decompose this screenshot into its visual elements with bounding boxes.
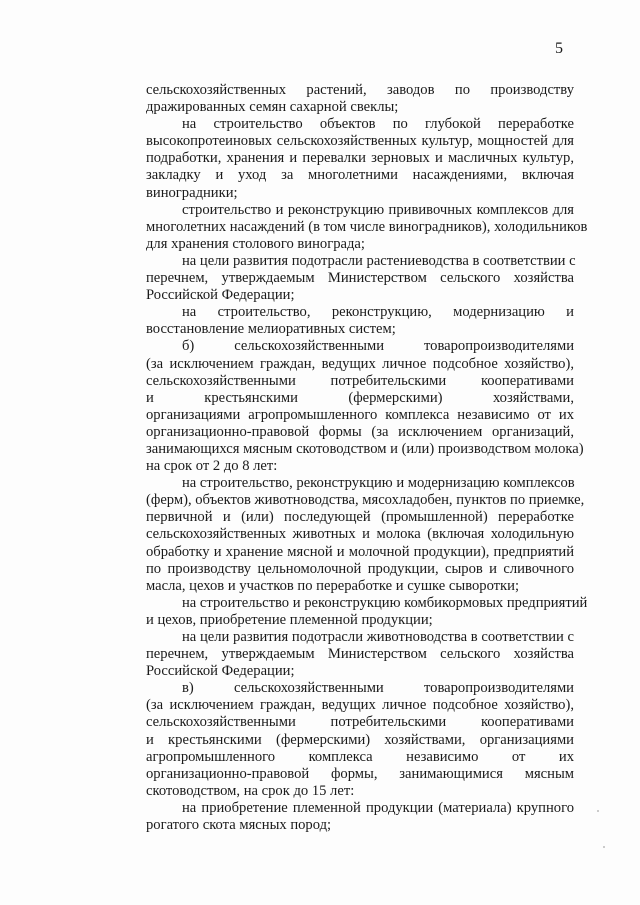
text-line: Российской Федерации; [146, 663, 295, 680]
paragraph [110, 116, 574, 201]
text-line: (ферм), объектов животноводства, мясохладобен, пунктов по приемке, [146, 492, 585, 509]
paragraph [110, 338, 584, 475]
text-line: подработки, хранения и перевалки зерновых и масличных культур, [146, 150, 574, 167]
text-line: (за исключением граждан, ведущих личное подсобное хозяйство), [146, 697, 574, 714]
text-line: и цехов, приобретение племенной продукции; [146, 611, 433, 628]
text-line: на цели развития подотрасли растениеводства в соответствии с [182, 252, 576, 269]
text-line: обработку и хранение мясной и молочной продукции), предприятий [146, 543, 574, 560]
text-line: в) сельскохозяйственными товаропроизводителями [182, 680, 574, 697]
paragraph [110, 800, 574, 834]
text-line: первичной и (или) последующей (промышленной) переработке [146, 509, 574, 526]
text-line: и крестьянскими (фермерскими) хозяйствами, [146, 389, 574, 406]
text-line: высокопротеиновых сельскохозяйственных культур, мощностей для [146, 133, 574, 150]
text-line: на строительство и реконструкцию комбикормовых предприятий [182, 594, 588, 611]
paragraph [110, 82, 574, 116]
text-line: агропромышленного комплекса независимо от их [146, 748, 574, 765]
text-line: дражированных семян сахарной свеклы; [146, 99, 399, 116]
text-line: масла, цехов и участков по переработке и сушке сыворотки; [146, 577, 520, 594]
document-body [110, 82, 588, 834]
text-line: организационно-правовой формы (за исключением организаций, [146, 423, 574, 440]
text-line: перечнем, утверждаемым Министерством сельского хозяйства [146, 646, 574, 663]
text-line: скотоводством, на срок до 15 лет: [146, 782, 355, 799]
paragraph [110, 594, 588, 629]
scan-speck [603, 846, 605, 848]
text-line: закладку и уход за многолетними насаждениями, включая [146, 167, 574, 184]
text-line: на приобретение племенной продукции (материала) крупного [182, 799, 574, 816]
text-line: организационно-правовой формы, занимающимися мясным [146, 765, 574, 782]
text-line: многолетних насаждений (в том числе виноградников), холодильников [146, 218, 588, 235]
paragraph [110, 253, 574, 304]
text-line: занимающихся мясным скотоводством и (или) производством молока) [146, 440, 584, 457]
text-line: и крестьянскими (фермерскими) хозяйствами, организациями [146, 731, 574, 748]
page-number: 5 [555, 40, 563, 57]
paragraph [110, 629, 574, 680]
text-line: рогатого скота мясных пород; [146, 817, 332, 834]
text-line: сельскохозяйственных животных и молока (включая холодильную [146, 526, 574, 543]
text-line: виноградники; [146, 184, 238, 201]
text-line: организациями агропромышленного комплекса независимо от их [146, 406, 574, 423]
paragraph [110, 304, 574, 338]
text-line: сельскохозяйственными потребительскими кооперативами [146, 372, 574, 389]
text-line: сельскохозяйственных растений, заводов по производству [146, 82, 574, 98]
text-line: на строительство, реконструкцию, модернизацию и [182, 304, 574, 321]
text-line: Российской Федерации; [146, 287, 295, 304]
scan-speck [597, 810, 599, 812]
text-line: по производству цельномолочной продукции, сыров и сливочного [146, 560, 574, 577]
text-line: на строительство объектов по глубокой переработке [182, 116, 574, 133]
text-line: сельскохозяйственными потребительскими кооперативами [146, 714, 574, 731]
text-line: перечнем, утверждаемым Министерством сельского хозяйства [146, 270, 574, 287]
text-line: на цели развития подотрасли животноводства в соответствии с [182, 629, 574, 645]
paragraph [110, 680, 574, 800]
text-line: восстановление мелиоративных систем; [146, 321, 396, 338]
text-line: (за исключением граждан, ведущих личное подсобное хозяйство), [146, 355, 574, 372]
text-line: для хранения столового винограда; [146, 235, 365, 252]
paragraph [110, 475, 585, 595]
text-line: строительство и реконструкцию прививочных комплексов для [182, 201, 574, 218]
text-line: б) сельскохозяйственными товаропроизводителями [182, 338, 574, 355]
text-line: на срок от 2 до 8 лет: [146, 458, 278, 475]
text-line: на строительство, реконструкцию и модернизацию комплексов [182, 475, 575, 492]
paragraph [110, 201, 588, 253]
